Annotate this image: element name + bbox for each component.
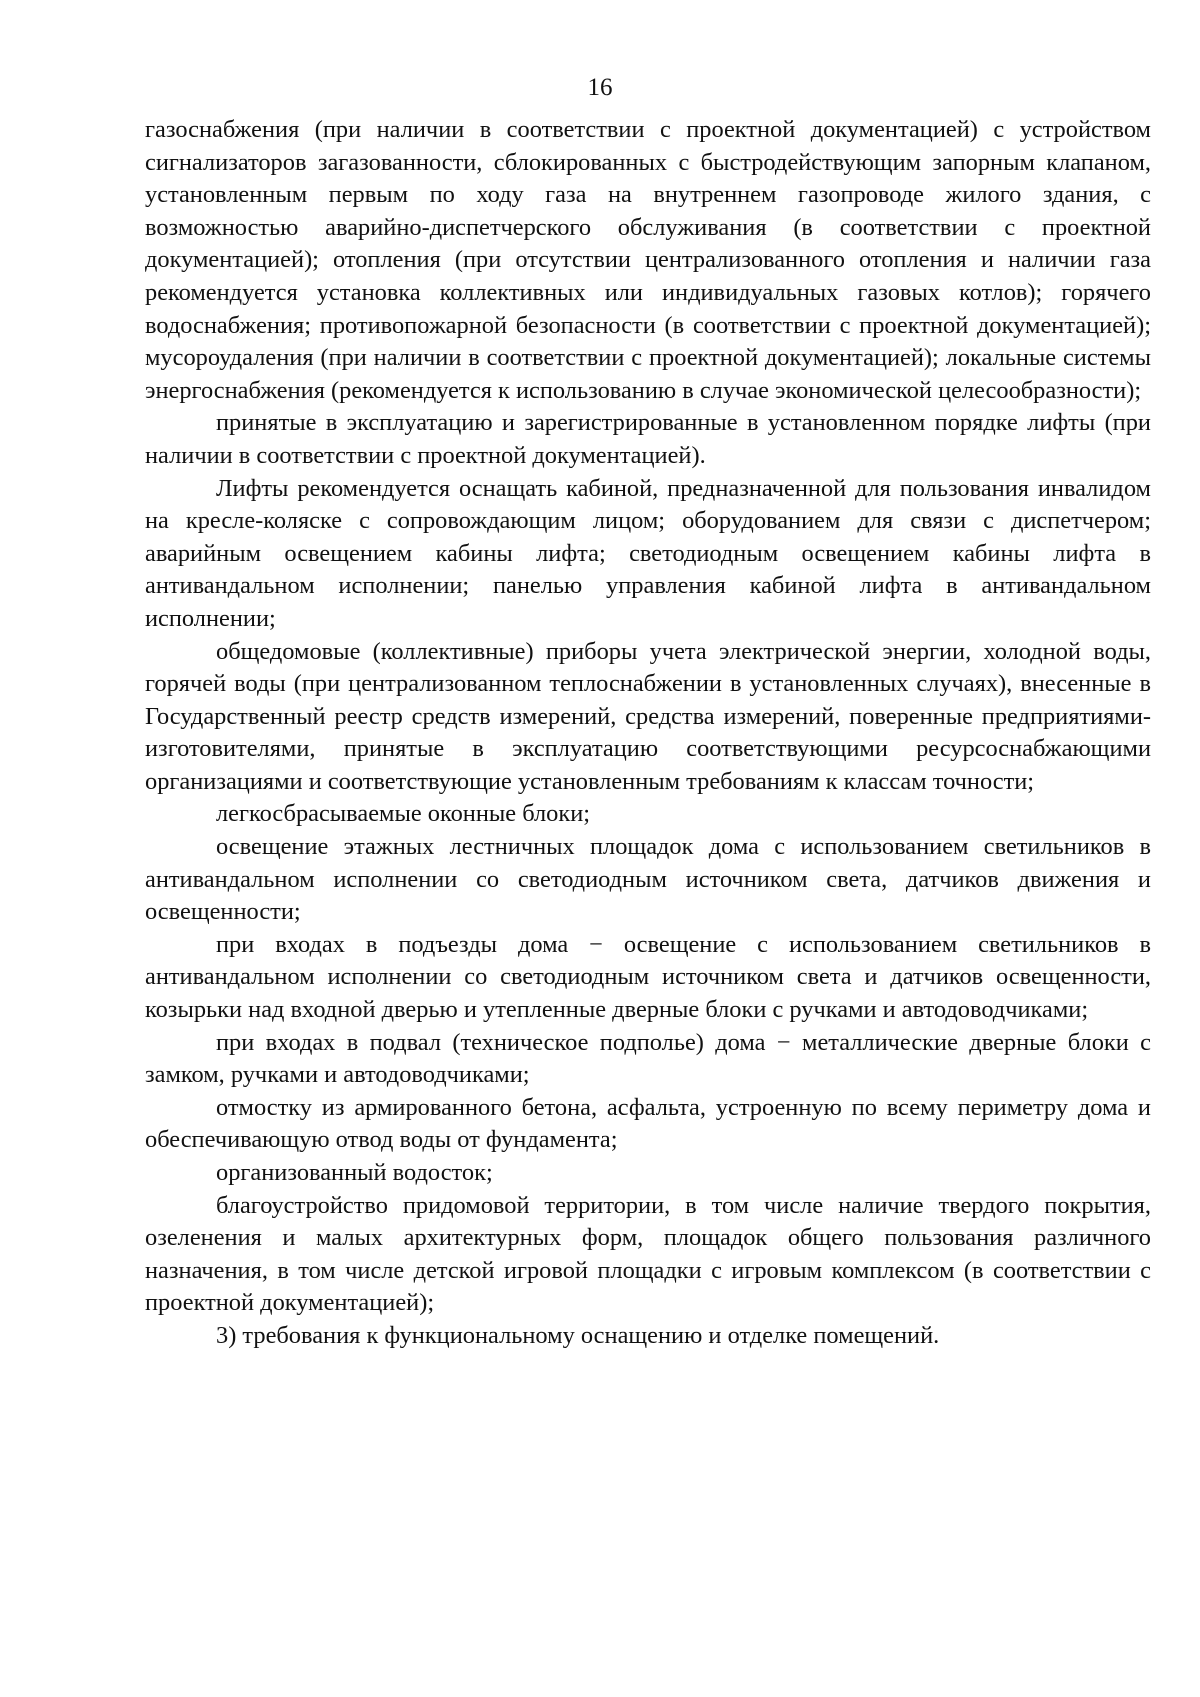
- paragraph-blind-area: отмостку из армированного бетона, асфальта, устроенную по всему периметру дома и обеспечивающую отвод воды от фундамента;: [145, 1093, 1151, 1154]
- paragraph-landscaping: благоустройство придомовой территории, в том числе наличие твердого покрытия, озеленения и малых архитектурных форм, площадок общего пользования различного назначения, в том числе детской игровой площадки с игровым комплексом (в соответствии с проектной документацией);: [145, 1191, 1151, 1317]
- paragraph-metering-devices: общедомовые (коллективные) приборы учета электрической энергии, холодной воды, горячей воды (при централизованном теплоснабжении в установленных случаях), внесенные в Государственный реестр средств измерений, средства измерений, поверенные предприятиями-изготовителями, принятые в эксплуатацию соответствующими ресурсоснабжающими организациями и соответствующие установленным требованиям к классам точности;: [145, 637, 1151, 795]
- paragraph-window-blocks: легкосбрасываемые оконные блоки;: [216, 800, 591, 828]
- paragraph-stair-lighting: освещение этажных лестничных площадок дома с использованием светильников в антивандальном исполнении со светодиодным источником света, датчиков движения и освещенности;: [145, 833, 1151, 926]
- document-body: [145, 114, 1151, 1353]
- page-number: 16: [587, 74, 613, 101]
- paragraph-elevator-equipment: Лифты рекомендуется оснащать кабиной, предназначенной для пользования инвалидом на кресле-коляске с сопровождающим лицом; оборудованием для связи с диспетчером; аварийным освещением кабины лифта; светодиодным освещением кабины лифта в антивандальном исполнении; панелью управления кабиной лифта в антивандальном исполнении;: [145, 474, 1151, 632]
- paragraph-gas-supply: газоснабжения (при наличии в соответствии с проектной документацией) с устройством сигнализаторов загазованности, сблокированных с быстродействующим запорным клапаном, установленным первым по ходу газа на внутреннем газопроводе жилого здания, с возможностью аварийно-диспетчерского обслуживания (в соответствии с проектной документацией); отопления (при отсутствии централизованного отопления и наличии газа рекомендуется установка коллективных или индивидуальных газовых котлов); горячего водоснабжения; противопожарной безопасности (в соответствии с проектной документацией); мусороудаления (при наличии в соответствии с проектной документацией); локальные системы энергоснабжения (рекомендуется к использованию в случае экономической целесообразности);: [145, 116, 1151, 404]
- paragraph-elevators-registered: принятые в эксплуатацию и зарегистрированные в установленном порядке лифты (при наличии в соответствии с проектной документацией).: [145, 409, 1151, 469]
- paragraph-entrance-lighting: при входах в подъезды дома − освещение с использованием светильников в антивандальном исполнении со светодиодным источником света и датчиков освещенности, козырьки над входной дверью и утепленные дверные блоки с ручками и автодоводчиками;: [145, 930, 1151, 1024]
- paragraph-drainage: организованный водосток;: [216, 1159, 493, 1186]
- paragraph-basement-doors: при входах в подвал (техническое подполье) дома − металлические дверные блоки с замком, ручками и автодоводчиками;: [145, 1028, 1151, 1089]
- paragraph-requirements-heading: 3) требования к функциональному оснащению и отделке помещений.: [216, 1321, 940, 1349]
